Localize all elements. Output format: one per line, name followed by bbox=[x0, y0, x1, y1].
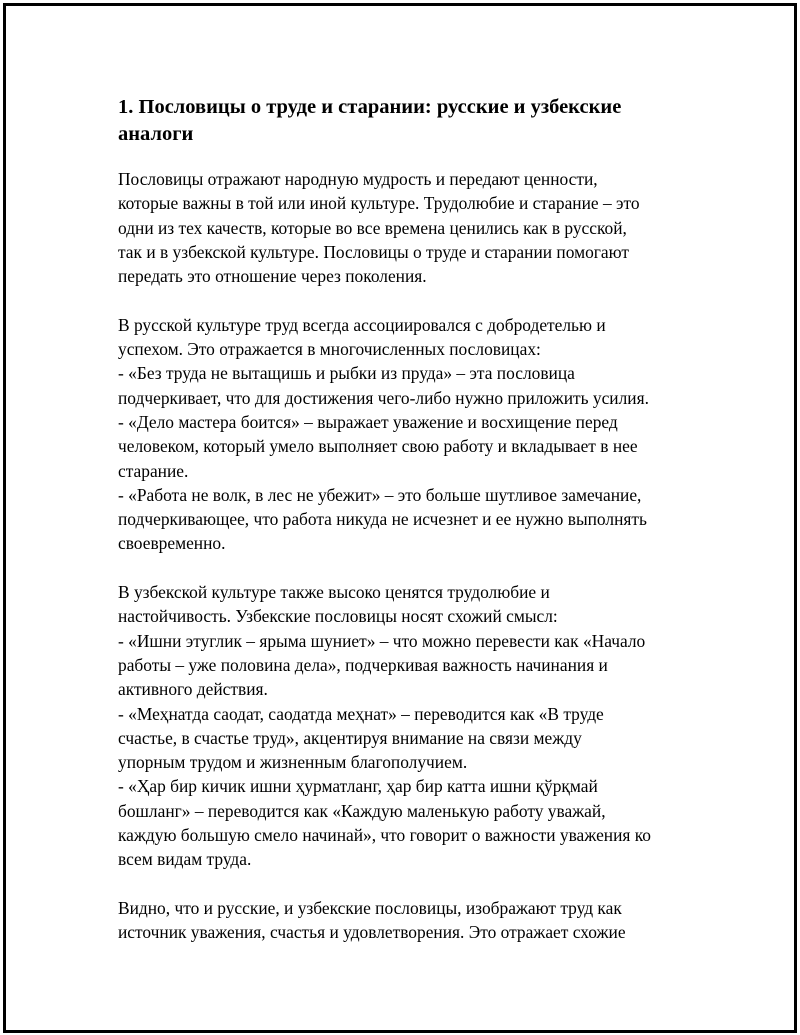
text-line: Пословицы отражают народную мудрость и передают ценности, bbox=[118, 169, 598, 189]
text-line: источник уважения, счастья и удовлетворения. Это отражает схожие bbox=[118, 922, 626, 943]
text-line: так и в узбекской культуре. Пословицы о труде и старании помогают bbox=[118, 241, 629, 262]
text-line: счастье, в счастье труд», акцентируя внимание на связи между bbox=[118, 727, 582, 748]
document-body bbox=[118, 94, 698, 969]
paragraph-intro bbox=[118, 167, 698, 288]
text-line: бошланг» – переводится как «Каждую маленькую работу уважай, bbox=[118, 800, 606, 821]
text-line: работы – уже половина дела», подчеркивая важность начинания и bbox=[118, 654, 608, 675]
text-line: В узбекской культуре также высоко ценятся трудолюбие и bbox=[118, 582, 550, 603]
text-line: - «Дело мастера боится» – выражает уважение и восхищение перед bbox=[118, 411, 618, 432]
text-line: подчеркивает, что для достижения чего-либо нужно приложить усилия. bbox=[118, 387, 649, 408]
text-line: - «Ҳар бир кичик ишни ҳурматланг, ҳар бир катта ишни қўрқмай bbox=[118, 776, 598, 797]
text-line: - «Без труда не вытащишь и рыбки из пруда» – эта пословица bbox=[118, 363, 575, 384]
text-line: - «Работа не волк, в лес не убежит» – это больше шутливое замечание, bbox=[118, 484, 642, 505]
text-line: - «Меҳнатда саодат, саодатда меҳнат» – переводится как «В труде bbox=[118, 703, 604, 724]
text-line: своевременно. bbox=[118, 533, 226, 554]
paragraph-uzbek-proverbs bbox=[118, 580, 698, 872]
section-heading bbox=[118, 94, 698, 148]
text-line: Видно, что и русские, и узбекские пословицы, изображают труд как bbox=[118, 897, 622, 918]
text-line: подчеркивающее, что работа никуда не исчезнет и ее нужно выполнять bbox=[118, 509, 647, 530]
text-line: всем видам труда. bbox=[118, 849, 252, 870]
paragraph-russian-proverbs bbox=[118, 313, 698, 556]
text-line: упорным трудом и жизненным благополучием. bbox=[118, 752, 468, 773]
text-line: каждую большую смело начинай», что говорит о важности уважения ко bbox=[118, 825, 652, 846]
text-line: передать это отношение через поколения. bbox=[118, 266, 427, 287]
paragraph-conclusion bbox=[118, 896, 698, 945]
heading-line: 1. Пословицы о труде и старании: русские и узбекские bbox=[118, 96, 622, 118]
text-line: человеком, который умело выполняет свою работу и вкладывает в нее bbox=[118, 436, 638, 457]
text-line: В русской культуре труд всегда ассоциировался с добродетелью и bbox=[118, 314, 606, 335]
text-line: которые важны в той или иной культуре. Трудолюбие и старание – это bbox=[118, 193, 640, 214]
text-line: одни из тех качеств, которые во все времена ценились как в русской, bbox=[118, 217, 627, 238]
text-line: настойчивость. Узбекские пословицы носят схожий смысл: bbox=[118, 606, 558, 627]
text-line: - «Ишни этуглик – ярыма шуниет» – что можно перевести как «Начало bbox=[118, 630, 646, 651]
text-line: успехом. Это отражается в многочисленных пословицах: bbox=[118, 339, 541, 360]
heading-line: аналоги bbox=[118, 123, 194, 145]
text-line: старание. bbox=[118, 460, 189, 481]
text-line: активного действия. bbox=[118, 679, 268, 700]
